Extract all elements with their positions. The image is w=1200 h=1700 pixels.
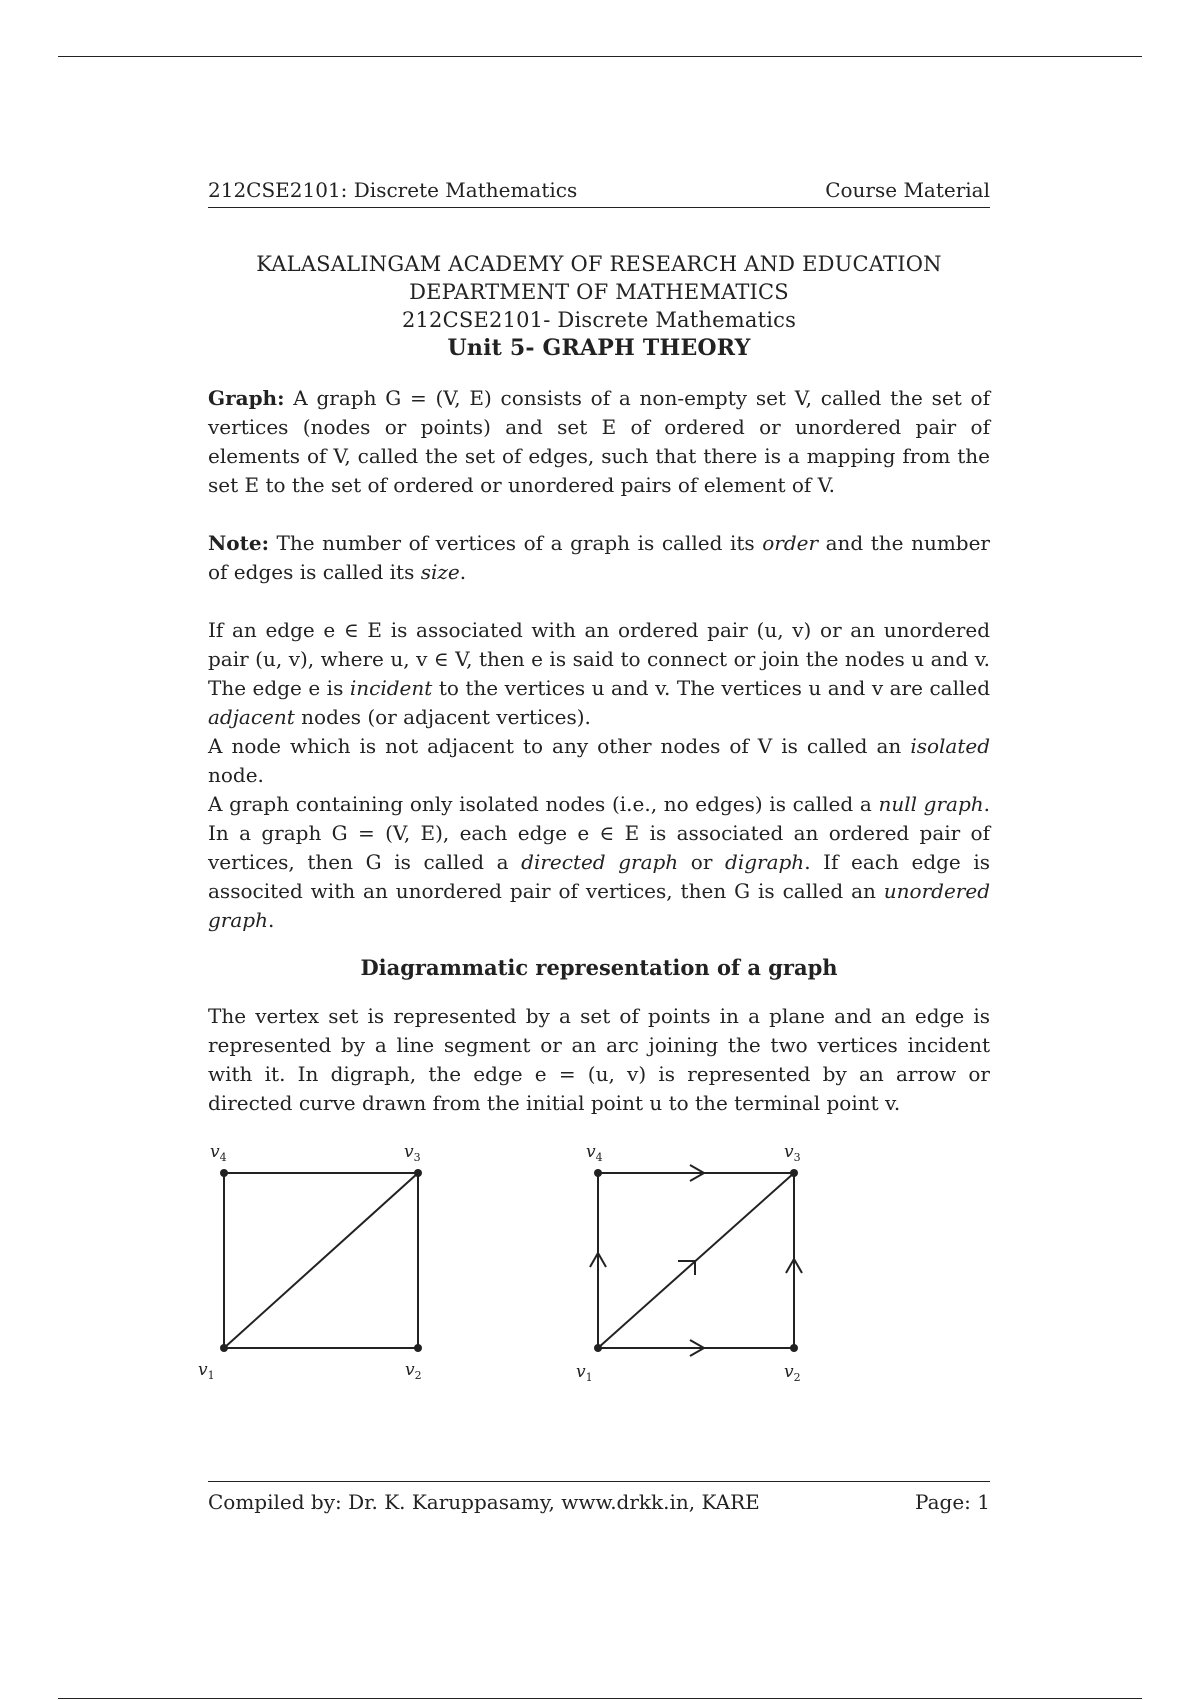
institution-name: KALASALINGAM ACADEMY OF RESEARCH AND EDUCATION xyxy=(256,252,942,276)
diagram-paragraph: The vertex set is represented by a set of points in a plane and an edge is represented by a line segment or an arc joining the two vertices incident with it. In digraph, the edge e = (u, v) is represented by an arrow or directed curve drawn from the initial point u to the terminal point v. xyxy=(208,1004,990,1115)
graph-definition-text: A graph G = (V, E) consists of a non-empty set V, called the set of vertices (nodes or points) and set E of ordered or unordered pair of elements of V, called the set of edges, such that there is a mapping from the set E to the set of ordered or unordered pairs of element of V. xyxy=(208,386,990,497)
directed-graph xyxy=(558,1135,818,1395)
running-header xyxy=(208,178,990,208)
undirected-graph xyxy=(180,1135,440,1395)
null-text-1: A graph containing only isolated nodes (i.e., no edges) is called a xyxy=(208,792,872,816)
isolated-text-2: node. xyxy=(208,763,264,787)
top-rule xyxy=(58,56,1142,57)
note-text-1: The number of vertices of a graph is called its xyxy=(276,531,755,555)
document-page xyxy=(208,178,990,1118)
edge-text-2: to the vertices u and v. The vertices u and v are called xyxy=(438,676,991,700)
graph-figures xyxy=(180,1135,880,1395)
directed-text-2: . If each edge is associted with an unordered pair of vertices, then G is called an xyxy=(208,850,991,903)
label-v3: $v_3$ xyxy=(784,1142,801,1164)
isolated-text-1: A node which is not adjacent to any other nodes of V is called an xyxy=(208,734,902,758)
note-lead: Note: xyxy=(208,531,269,555)
term-null-graph: null graph xyxy=(878,792,984,816)
term-order: order xyxy=(762,531,819,555)
term-unordered-graph: unordered graph xyxy=(208,879,990,932)
vertex-v3 xyxy=(414,1169,422,1177)
vertex-v4 xyxy=(594,1169,602,1177)
term-digraph: digraph xyxy=(725,850,805,874)
edge-text-3: nodes (or adjacent vertices). xyxy=(301,705,591,729)
edge-paragraph xyxy=(208,616,990,732)
vertex-v1 xyxy=(594,1344,602,1352)
vertex-v4 xyxy=(220,1169,228,1177)
isolated-paragraph xyxy=(208,732,990,790)
graph-definition xyxy=(208,384,990,500)
footer-page-number: Page: 1 xyxy=(915,1490,990,1514)
running-footer xyxy=(208,1481,990,1514)
vertex-v2 xyxy=(790,1344,798,1352)
section-heading: Diagrammatic representation of a graph xyxy=(360,955,838,980)
header-course-code: 212CSE2101: Discrete Mathematics xyxy=(208,178,578,202)
label-v2: $v_2$ xyxy=(405,1360,422,1382)
label-v4: $v_4$ xyxy=(586,1142,603,1164)
term-size: size xyxy=(420,560,460,584)
unordered-text-end: . xyxy=(267,908,275,932)
term-incident: incident xyxy=(349,676,433,700)
directed-text-1: In a graph G = (V, E), each edge e ∈ E is associated an ordered pair of vertices, then G is called a xyxy=(208,821,990,874)
edge-v1-v3 xyxy=(224,1173,418,1348)
bottom-rule xyxy=(58,1698,1142,1699)
label-v1: $v_1$ xyxy=(198,1360,215,1382)
footer-compiled-by: Compiled by: Dr. K. Karuppasamy, www.drkk.in, KARE xyxy=(208,1490,760,1514)
null-text-2: . xyxy=(983,792,990,816)
unit-title: Unit 5- GRAPH THEORY xyxy=(447,335,751,361)
label-v3: $v_3$ xyxy=(404,1142,421,1164)
vertex-v1 xyxy=(220,1344,228,1352)
directed-text-or: or xyxy=(690,850,713,874)
note-text-3: . xyxy=(459,560,467,584)
department-name: DEPARTMENT OF MATHEMATICS xyxy=(409,280,789,304)
vertex-v2 xyxy=(414,1344,422,1352)
title-block xyxy=(208,250,990,362)
term-isolated: isolated xyxy=(910,734,991,758)
edge-text-1: If an edge e ∈ E is associated with an ordered pair (u, v) or an unordered pair (u, v), where u, v ∈ V, then e is said to connect or join the nodes u and v. The edge e is xyxy=(208,618,990,700)
header-course-material: Course Material xyxy=(825,178,990,202)
term-adjacent: adjacent xyxy=(208,705,295,729)
label-v1: $v_1$ xyxy=(576,1362,593,1384)
graph-lead: Graph: xyxy=(208,386,285,410)
label-v4: $v_4$ xyxy=(210,1142,227,1164)
note-paragraph xyxy=(208,529,990,587)
course-title: 212CSE2101- Discrete Mathematics xyxy=(401,308,797,332)
null-graph-paragraph xyxy=(208,790,990,935)
note-text-2: and the number of edges is called its xyxy=(208,531,990,584)
label-v2: $v_2$ xyxy=(784,1362,801,1384)
vertex-v3 xyxy=(790,1169,798,1177)
term-directed-graph: directed graph xyxy=(521,850,679,874)
